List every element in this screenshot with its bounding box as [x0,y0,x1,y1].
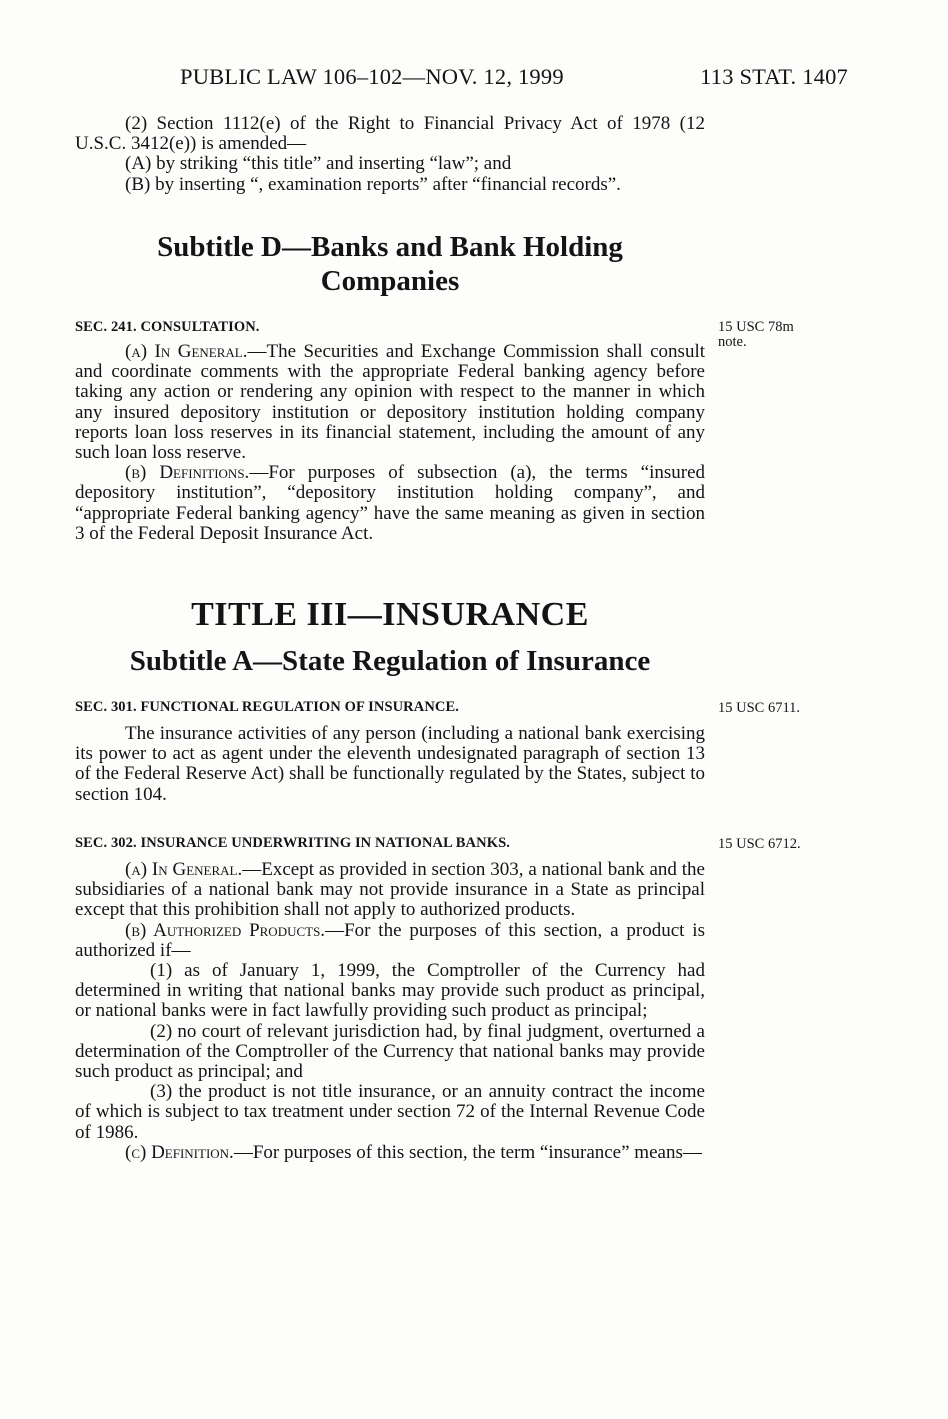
section-241 [75,318,705,544]
section-302-b-label: (b) Authorized Products. [125,919,326,941]
margin-note-241 [718,320,794,350]
section-302-b [75,921,705,961]
paragraph-2: (2) Section 1112(e) of the Right to Financial Privacy Act of 1978 (12 U.S.C. 3412(e)) is amended— [75,113,705,155]
section-241-a-label: (a) In General. [125,341,248,362]
subtitle-a: Subtitle A—State Regulation of Insurance [129,645,651,677]
paragraph-2B: (B) by inserting “, examination reports” after “financial records”. [125,173,621,195]
section-302-c-text: —For purposes of this section, the term “insurance” means— [233,1141,702,1163]
section-241-heading: SEC. 241. CONSULTATION. [75,319,260,335]
section-241-b-label: (b) Definitions. [125,462,250,484]
title-iii-heading [75,596,705,634]
section-302-c-label: (c) Definition. [125,1141,234,1163]
section-241-a [75,342,705,463]
subtitle-d-heading [75,230,705,298]
amendment-block [75,114,705,195]
margin-note-301: 15 USC 6711. [718,700,801,716]
title-iii: TITLE III—INSURANCE [191,596,589,633]
section-241-b-text: —For purposes of subsection (a), the terms “insured depository institution”, “depository institution holding company”, and “appropriate Federal banking agency” have the same meaning as given in section 3 of the Federal Deposit Insurance Act. [75,462,706,544]
section-302-a-text: —Except as provided in section 303, a national bank and the subsidiaries of a national bank may not provide insurance in a State as principal except that this prohibition shall not apply to authorized products. [75,859,705,921]
section-302-c [75,1143,705,1163]
margin-note-241-line1: 15 USC 78m [718,319,794,335]
section-302-heading: SEC. 302. INSURANCE UNDERWRITING IN NATIONAL BANKS. [75,835,510,851]
header-law-date: PUBLIC LAW 106–102—NOV. 12, 1999 [180,64,564,89]
section-301-text: The insurance activities of any person (including a national bank exercising its power to act as agent under the eleventh undesignated paragraph of section 13 of the Federal Reserve Act) shall be functionally regulated by the States, subject to section 104. [75,723,705,805]
section-302 [75,834,705,1163]
section-302-b1 [75,961,705,1022]
section-302-a-label: (a) In General. [125,859,243,880]
subtitle-a-heading [75,644,705,678]
subtitle-d-line2: Companies [320,265,460,297]
section-241-a-text: —The Securities and Exchange Commission shall consult and coordinate comments with the appropriate Federal banking agency before taking any action or rendering any opinion with respect to the manner in which any insured depository institution or depository institution holding company reports loan loss reserves in its financial statement, including the amount of any such loan loss reserve. [75,341,705,464]
section-302-b2: (2) no court of relevant jurisdiction had, by final judgment, overturned a determination of the Comptroller of the Currency that national banks may provide such product as principal; and [75,1020,705,1083]
section-302-b-text: —For the purposes of this section, a product is authorized if— [75,919,705,961]
paragraph-2A: (A) by striking “this title” and inserting “law”; and [125,153,512,175]
header-stat-page: 113 STAT. 1407 [700,64,848,89]
subtitle-d-line1: Subtitle D—Banks and Bank Holding [157,231,623,263]
margin-note-241-line2: note. [718,334,747,350]
running-head [180,64,848,90]
section-302-a [75,860,705,921]
margin-note-302: 15 USC 6712. [718,836,801,852]
section-241-b [75,463,705,544]
section-302-b1-text: (1) as of January 1, 1999, the Comptroller of the Currency had determined in writing that national banks may provide such product as principal, or national banks were in fact lawfully providing such product as principal; [75,960,705,1022]
section-302-b3: (3) the product is not title insurance, or an annuity contract the income of which is subject to tax treatment under section 72 of the Internal Revenue Code of 1986. [75,1081,705,1143]
section-301 [75,698,705,805]
section-301-heading: SEC. 301. FUNCTIONAL REGULATION OF INSURANCE. [75,699,459,715]
